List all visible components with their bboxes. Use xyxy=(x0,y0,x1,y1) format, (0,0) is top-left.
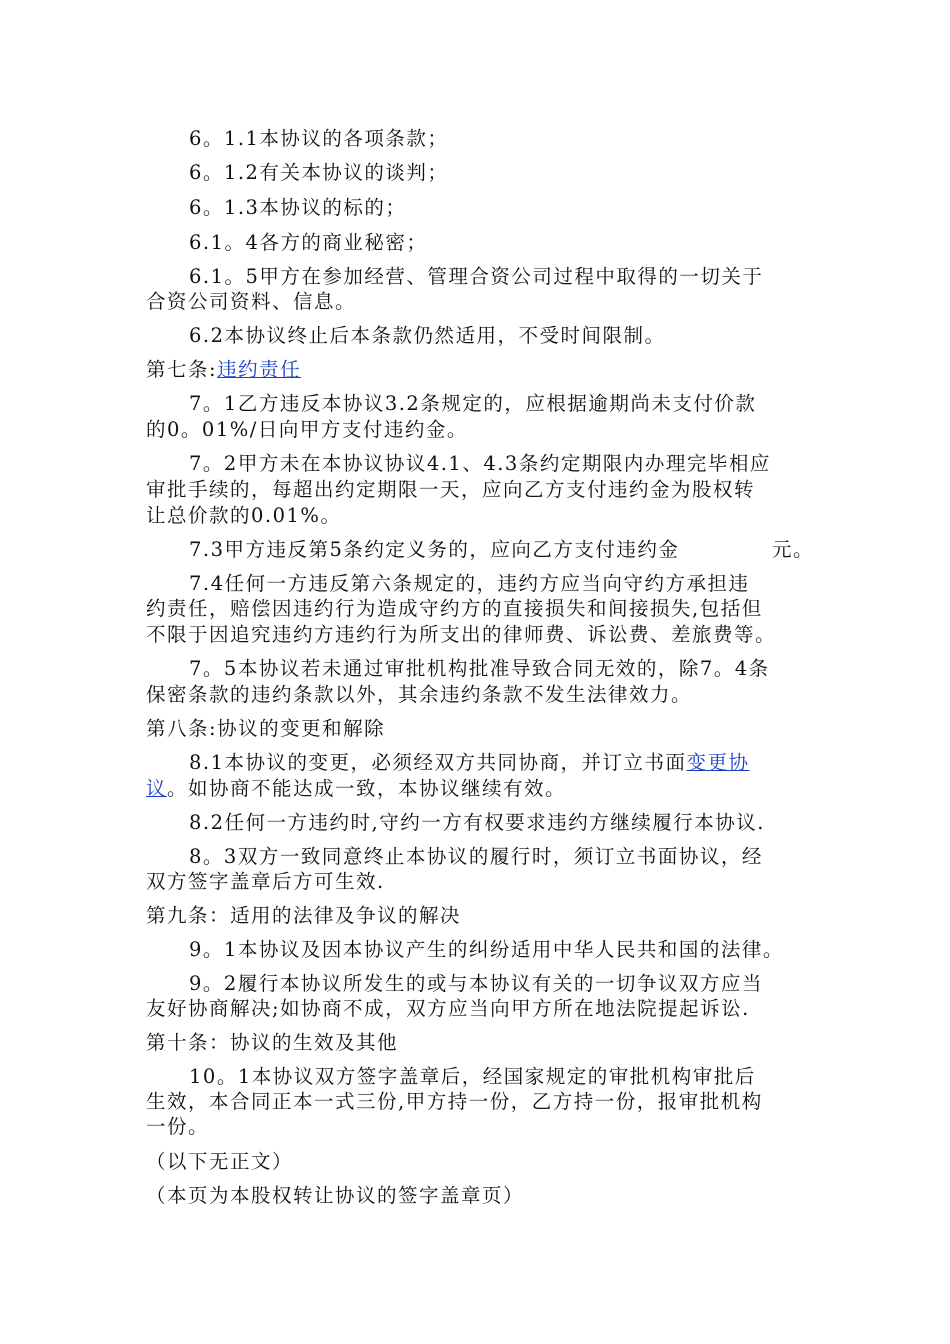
clause-6-1-4: 6.1。4各方的商业秘密； xyxy=(189,231,428,254)
article-10-heading: 第十条：协议的生效及其他 xyxy=(146,1031,399,1054)
clause-8-1-line1 xyxy=(189,750,750,776)
clause-9-1: 9。1本协议及因本协议产生的纠纷适用中华人民共和国的法律。 xyxy=(189,938,784,961)
signature-page-note: （本页为本股权转让协议的签字盖章页） xyxy=(146,1184,525,1207)
clause-10-1-line1: 10。1本协议双方签字盖章后，经国家规定的审批机构审批后 xyxy=(189,1065,756,1088)
clause-7-3: 7.3甲方违反第5条约定义务的，应向乙方支付违约金 xyxy=(189,538,680,561)
clause-6-1-3: 6。1.3本协议的标的； xyxy=(189,196,407,219)
clause-8-1-text: 8.1本协议的变更，必须经双方共同协商，并订立书面 xyxy=(189,751,687,774)
breach-liability-link[interactable]: 违约责任 xyxy=(217,358,302,381)
clause-8-2: 8.2任何一方违约时,守约一方有权要求违约方继续履行本协议. xyxy=(189,811,765,834)
no-further-text-note: （以下无正文） xyxy=(146,1150,294,1173)
clause-8-3-line1: 8。3双方一致同意终止本协议的履行时，须订立书面协议，经 xyxy=(189,845,763,868)
clause-6-1-5-line1: 6.1。5甲方在参加经营、管理合资公司过程中取得的一切关于 xyxy=(189,265,764,288)
article-8-heading: 第八条:协议的变更和解除 xyxy=(146,717,386,740)
clause-6-1-5-line2: 合资公司资料、信息。 xyxy=(146,290,357,313)
clause-7-5-line1: 7。5本协议若未通过审批机构批准导致合同无效的，除7。4条 xyxy=(189,657,770,680)
clause-10-1-line2: 生效，本合同正本一式三份,甲方持一份，乙方持一份，报审批机构 xyxy=(146,1090,763,1113)
clause-10-1-line3: 一份。 xyxy=(146,1115,210,1138)
clause-7-4-line3: 不限于因追究违约方违约行为所支出的律师费、诉讼费、差旅费等。 xyxy=(146,623,777,646)
clause-6-1-1: 6。1.1本协议的各项条款； xyxy=(189,127,449,150)
clause-7-3-unit: 元。 xyxy=(772,538,815,561)
clause-7-5-line2: 保密条款的违约条款以外，其余违约条款不发生法律效力。 xyxy=(146,683,693,706)
clause-7-2-line3: 让总价款的0.01%。 xyxy=(146,504,342,527)
amendment-agreement-link-cont[interactable]: 议 xyxy=(146,777,168,800)
clause-7-2-line1: 7。2甲方未在本协议协议4.1、4.3条约定期限内办理完毕相应 xyxy=(189,452,771,475)
amendment-agreement-link[interactable]: 变更协 xyxy=(686,751,750,774)
clause-6-2: 6.2本协议终止后本条款仍然适用，不受时间限制。 xyxy=(189,324,666,347)
article-7-heading xyxy=(146,357,301,383)
clause-8-1-rest: 。如协商不能达成一致，本协议继续有效。 xyxy=(167,777,567,800)
clause-7-4-line2: 约责任，赔偿因违约行为造成守约方的直接损失和间接损失,包括但 xyxy=(146,597,763,620)
clause-9-2-line1: 9。2履行本协议所发生的或与本协议有关的一切争议双方应当 xyxy=(189,972,763,995)
clause-8-3-line2: 双方签字盖章后方可生效. xyxy=(146,870,385,893)
clause-8-1-line2 xyxy=(146,776,566,802)
article-9-heading: 第九条：适用的法律及争议的解决 xyxy=(146,904,462,927)
clause-6-1-2: 6。1.2有关本协议的谈判； xyxy=(189,161,449,184)
clause-7-1-line1: 7。1乙方违反本协议3.2条规定的，应根据逾期尚未支付价款 xyxy=(189,392,757,415)
clause-7-4-line1: 7.4任何一方违反第六条规定的，违约方应当向守约方承担违 xyxy=(189,572,750,595)
clause-7-1-line2: 的0。01%/日向甲方支付违约金。 xyxy=(146,418,468,441)
article-7-prefix: 第七条: xyxy=(146,358,218,381)
clause-9-2-line2: 友好协商解决;如协商不成，双方应当向甲方所在地法院提起诉讼. xyxy=(146,997,750,1020)
clause-7-2-line2: 审批手续的，每超出约定期限一天，应向乙方支付违约金为股权转 xyxy=(146,478,756,501)
